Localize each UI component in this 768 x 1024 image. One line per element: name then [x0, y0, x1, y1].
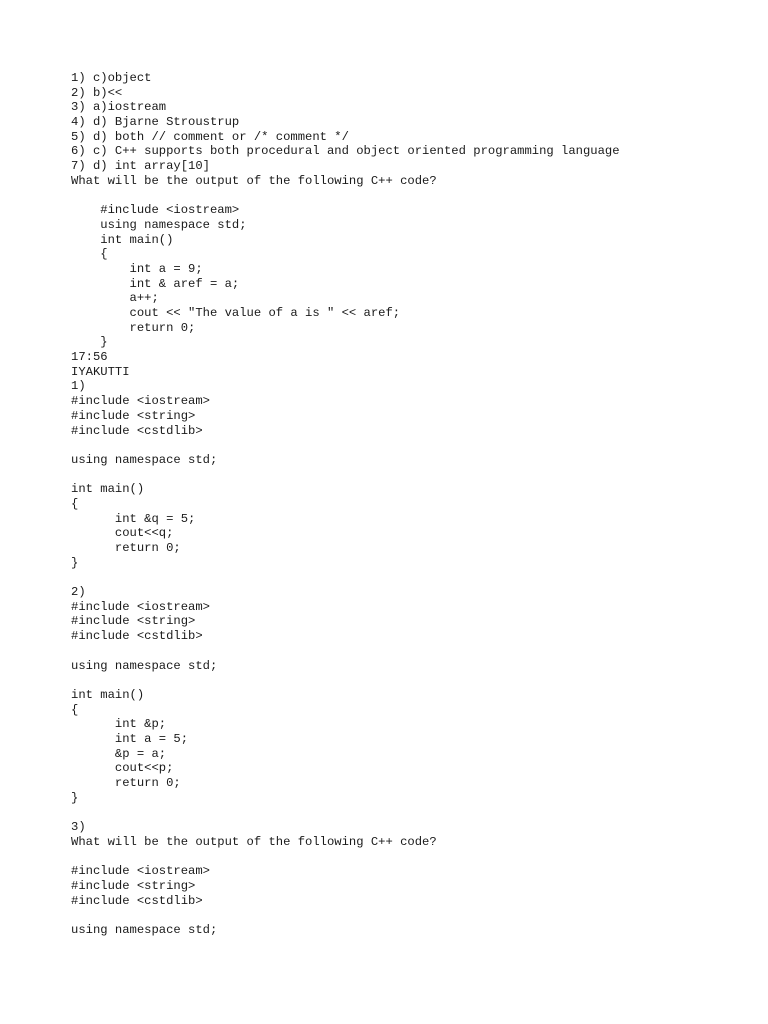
document-line: 6) c) C++ supports both procedural and object oriented programming language: [71, 144, 620, 159]
document-line: return 0;: [71, 320, 196, 335]
document-line: &p = a;: [71, 746, 167, 761]
document-line: 1) c)object: [71, 71, 152, 85]
document-line: }: [71, 555, 79, 570]
document-line: 2) b)<<: [71, 85, 123, 100]
document-line: #include <iostream>: [71, 394, 210, 409]
document-line: int &q = 5;: [71, 511, 196, 526]
document-line: cout<<q;: [71, 526, 174, 541]
document-line: What will be the output of the following C++ code?: [71, 173, 437, 188]
document-line: What will be the output of the following C++ code?: [71, 834, 437, 849]
document-line: int main(): [71, 687, 145, 702]
document-line: 3) a)iostream: [71, 100, 167, 115]
document-line: [71, 189, 751, 204]
document-line: using namespace std;: [71, 452, 218, 467]
document-line: #include <cstdlib>: [71, 423, 203, 438]
document-line: #include <cstdlib>: [71, 893, 203, 908]
document-line: }: [71, 335, 108, 350]
document-line: 5) d) both // comment or /* comment */: [71, 129, 349, 144]
document-line: #include <iostream>: [71, 599, 210, 614]
document-line: cout << "The value of a is " << aref;: [71, 306, 401, 320]
document-line: int & aref = a;: [71, 276, 240, 291]
document-line: cout<<p;: [71, 761, 174, 776]
document-text-body: [71, 71, 751, 938]
document-line: {: [71, 496, 79, 511]
document-line: [71, 438, 751, 453]
document-line: [71, 468, 751, 483]
document-line: a++;: [71, 291, 159, 306]
document-line: #include <string>: [71, 614, 196, 629]
document-line: return 0;: [71, 541, 181, 555]
document-line: using namespace std;: [71, 658, 218, 673]
document-line: int a = 9;: [71, 261, 203, 276]
document-line: {: [71, 702, 79, 717]
document-line: 3): [71, 820, 86, 835]
document-line: 17:56: [71, 350, 108, 365]
document-line: 7) d) int array[10]: [71, 159, 210, 174]
document-line: int main(): [71, 482, 145, 497]
document-line: int main(): [71, 232, 174, 247]
document-line: [71, 849, 751, 864]
document-line: [71, 644, 751, 659]
document-line: using namespace std;: [71, 922, 218, 937]
document-line: #include <string>: [71, 878, 196, 893]
document-line: }: [71, 790, 79, 805]
document-line: #include <string>: [71, 408, 196, 423]
document-line: 1): [71, 379, 86, 394]
document-line: {: [71, 247, 108, 262]
document-line: int a = 5;: [71, 731, 189, 746]
document-line: [71, 805, 751, 820]
document-line: [71, 570, 751, 585]
document-line: #include <cstdlib>: [71, 629, 203, 644]
document-line: #include <iostream>: [71, 864, 210, 879]
document-line: 2): [71, 585, 86, 600]
document-line: [71, 908, 751, 923]
document-line: using namespace std;: [71, 217, 247, 232]
document-line: IYAKUTTI: [71, 364, 130, 379]
document-line: 4) d) Bjarne Stroustrup: [71, 115, 240, 130]
document-line: #include <iostream>: [71, 203, 240, 218]
document-line: [71, 673, 751, 688]
document-line: int &p;: [71, 717, 167, 732]
document-line: return 0;: [71, 776, 181, 790]
